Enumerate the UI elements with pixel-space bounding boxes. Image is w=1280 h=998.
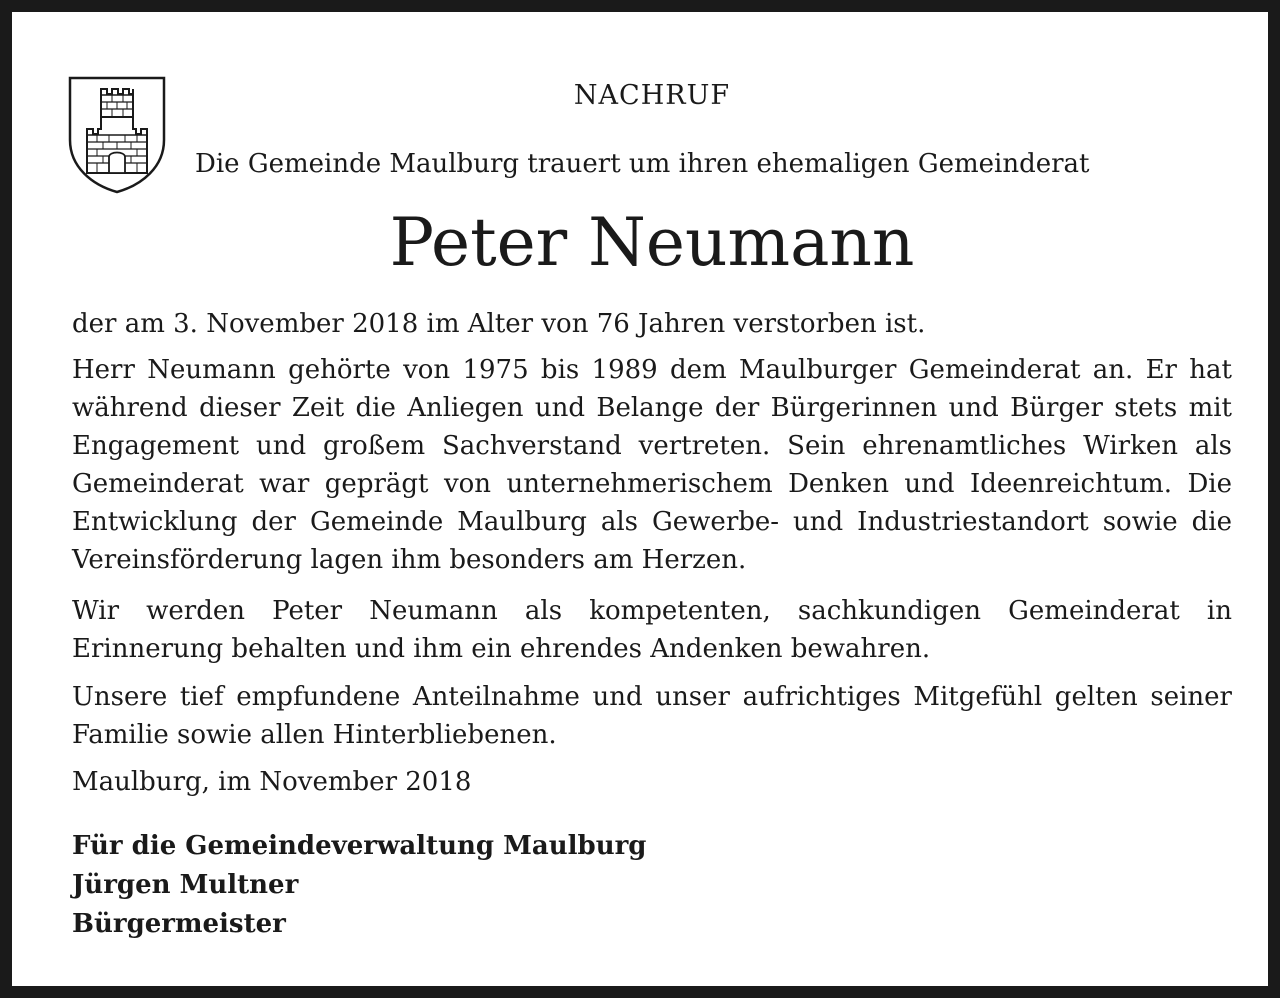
paragraph-remembrance: Wir werden Peter Neumann als kompetenten, sachkundigen Gemeinderat in Erinnerung behalten und ihm ein ehrendes Andenken bewahren. [72, 596, 1232, 664]
notice-heading: NACHRUF [573, 80, 731, 111]
deceased-name: Peter Neumann [389, 204, 915, 281]
signature-person: Jürgen Multner [72, 870, 299, 900]
signature-title: Bürgermeister [72, 909, 286, 939]
place-and-date: Maulburg, im November 2018 [72, 767, 472, 797]
paragraph-death-date: der am 3. November 2018 im Alter von 76 Jahren verstorben ist. [72, 309, 926, 339]
notice-intro: Die Gemeinde Maulburg trauert um ihren ehemaligen Gemeinderat [195, 149, 1090, 179]
paragraph-condolences: Unsere tief empfundene Anteilnahme und unser aufrichtiges Mitgefühl gelten seiner Familie sowie allen Hinterbliebenen. [72, 682, 1232, 750]
paragraph-biography: Herr Neumann gehörte von 1975 bis 1989 dem Maulburger Gemeinderat an. Er hat während dieser Zeit die Anliegen und Belange der Bürgerinnen und Bürger stets mit Engagement und großem Sachverstand vertreten. Sein ehrenamtliches Wirken als Gemeinderat war geprägt von unternehmerischem Denken und Ideenreichtum. Die Entwicklung der Gemeinde Maulburg als Gewerbe- und Industriestandort sowie die Vereinsförderung lagen ihm besonders am Herzen. [72, 355, 1232, 575]
signature-organization: Für die Gemeindeverwaltung Maulburg [72, 831, 647, 861]
signature-block [72, 827, 646, 944]
